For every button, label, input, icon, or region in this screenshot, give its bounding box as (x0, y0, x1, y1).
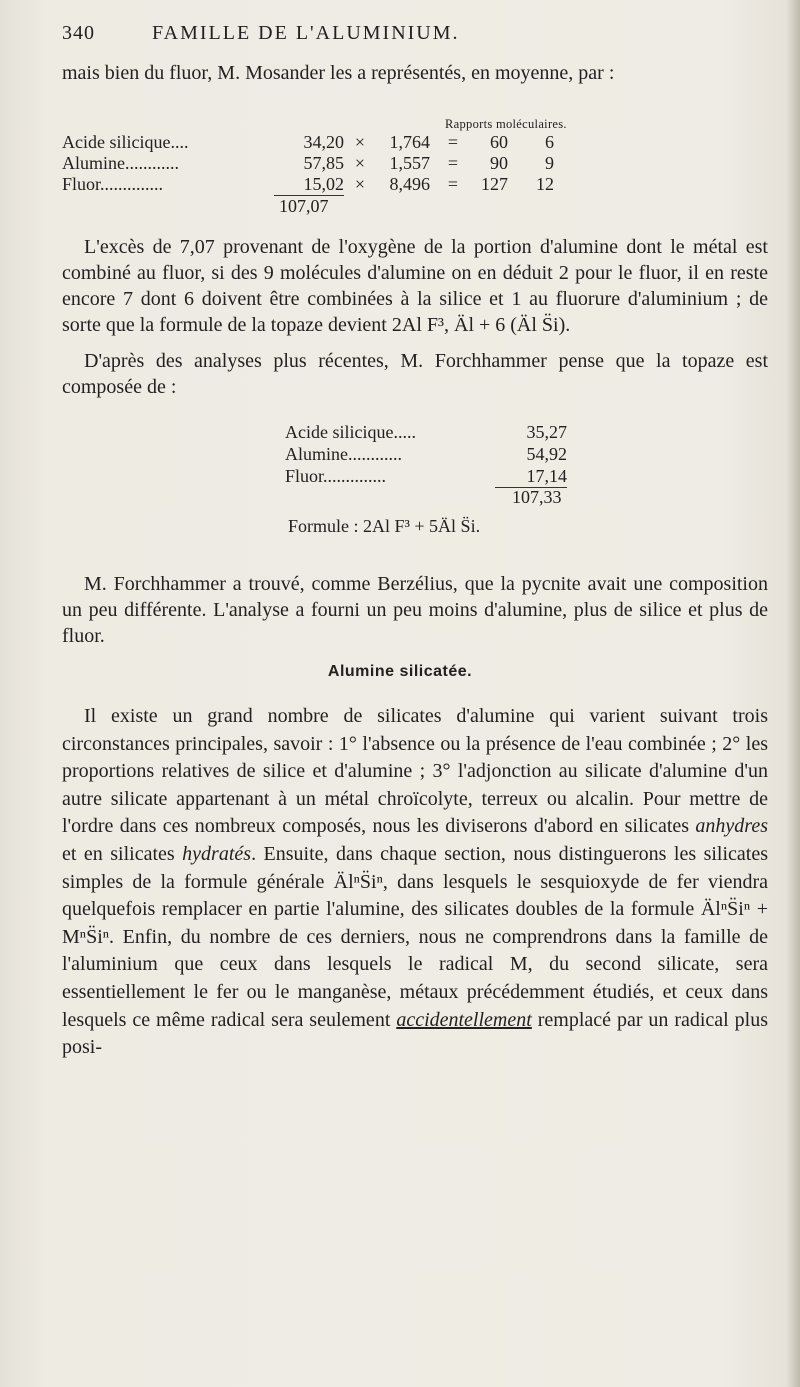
factor: 8,496 (389, 174, 430, 195)
page-number: 340 (62, 22, 95, 44)
analysis-formula: Formule : 2Al F³ + 5Äl S̈i. (288, 516, 481, 536)
component-name: Fluor.............. (62, 174, 164, 195)
component-name: Alumine............ (285, 443, 402, 464)
ratio-value: 127 (481, 174, 508, 195)
equals-sign: = (447, 174, 459, 195)
times-sign: × (354, 132, 366, 152)
ratio-simplified: 6 (545, 132, 554, 152)
molecular-ratios-table (62, 132, 554, 196)
component-name: Acide silicique.... (62, 132, 189, 152)
paragraph-silicates (62, 703, 768, 1062)
analysis-table (285, 421, 567, 488)
intro-paragraph: mais bien du fluor, M. Mosander les a représentés, en moyenne, par : (62, 62, 615, 84)
percentage: 57,85 (303, 153, 344, 173)
table-row (285, 465, 567, 488)
times-sign: × (354, 174, 366, 195)
ratios-total: 107,07 (279, 196, 329, 216)
percentage: 34,20 (303, 132, 344, 152)
paragraph-forchhammer: D'après des analyses plus récentes, M. Forchhammer pense que la topaze est composée de : (62, 350, 768, 398)
equals-sign: = (447, 132, 459, 152)
ratio-value: 90 (490, 153, 508, 173)
component-name: Alumine............ (62, 153, 179, 173)
component-value: 54,92 (526, 443, 567, 464)
running-title: FAMILLE DE L'ALUMINIUM. (152, 22, 460, 44)
paragraph-text: . Ensuite, dans chaque section, nous distinguerons les silicates simples de la formule générale ÄlⁿS̈iⁿ, dans lesquels le sesquioxyde de fer viendra quelquefois remplacer en partie l'alumine, des silicates doubles de la formule ÄlⁿS̈iⁿ + MⁿS̈iⁿ. Enfin, du nombre de ces derniers, nous ne comprendrons dans la famille de l'aluminium que ceux dans lesquels le radical M, du second silicate, sera essentiellement le fer ou le manganèse, métaux précédemment étudiés, et ceux dans lesquels ce même radical sera seulement (62, 842, 768, 1031)
component-value: 17,14 (495, 465, 567, 488)
paragraph-excess (62, 234, 768, 338)
table-row (62, 153, 554, 174)
table-row (285, 421, 567, 443)
ratio-value: 60 (490, 132, 508, 152)
emphasis-accidentellement: accidentellement (396, 1008, 532, 1031)
paragraph-text: remplacé par un radical plus posi- (62, 1008, 769, 1059)
component-name: Fluor.............. (285, 465, 387, 486)
table-row (62, 174, 554, 196)
component-value: 35,27 (526, 421, 567, 442)
emphasis-hydrates: hydratés (182, 842, 252, 865)
equals-sign: = (447, 153, 459, 173)
paragraph-text: Il existe un grand nombre de silicates d'alumine qui varient suivant trois circonstances principales, savoir : 1° l'absence ou la présence de l'eau combinée ; 2° les proportions relatives de silice et d'alumine ; 3° l'adjonction au silicate d'alumine d'un autre silicate appartenant à un métal chroïcolyte, terreux ou alcalin. Pour mettre de l'ordre dans ces nombreux composés, nous les diviserons d'abord en silicates (62, 705, 768, 838)
paragraph-text: et en silicates (62, 842, 183, 865)
factor: 1,764 (389, 132, 430, 152)
paragraph-text: L'excès de 7,07 provenant de l'oxygène de la portion d'alumine dont le métal est combiné au fluor, si des 9 molécules d'alumine on en déduit 2 pour le fluor, il en reste encore 7 dont 6 doivent être combinées à la silice et 1 au fluorure d'aluminium ; de sorte que la formule de la topaze devient (62, 236, 768, 336)
section-heading: Alumine silicatée. (327, 663, 473, 680)
times-sign: × (354, 153, 366, 173)
table-row (62, 132, 554, 153)
factor: 1,557 (389, 153, 430, 173)
emphasis-anhydres: anhydres (695, 815, 768, 838)
paragraph-pycnite: M. Forchhammer a trouvé, comme Berzélius, que la pycnite avait une composition un peu différente. L'analyse a fourni un peu moins d'alumine, plus de silice et plus de fluor. (62, 573, 768, 647)
percentage: 15,02 (274, 174, 344, 196)
ratio-simplified: 12 (536, 174, 554, 195)
ratio-simplified: 9 (545, 153, 554, 173)
ratios-note: Rapports moléculaires. (445, 117, 567, 131)
page-edge-shadow (786, 0, 800, 1387)
topaz-formula: 2Al F³, Äl + 6 (Äl S̈i). (391, 314, 571, 336)
analysis-total: 107,33 (512, 487, 562, 507)
component-name: Acide silicique..... (285, 421, 416, 442)
running-header (62, 22, 762, 56)
table-row (285, 443, 567, 465)
